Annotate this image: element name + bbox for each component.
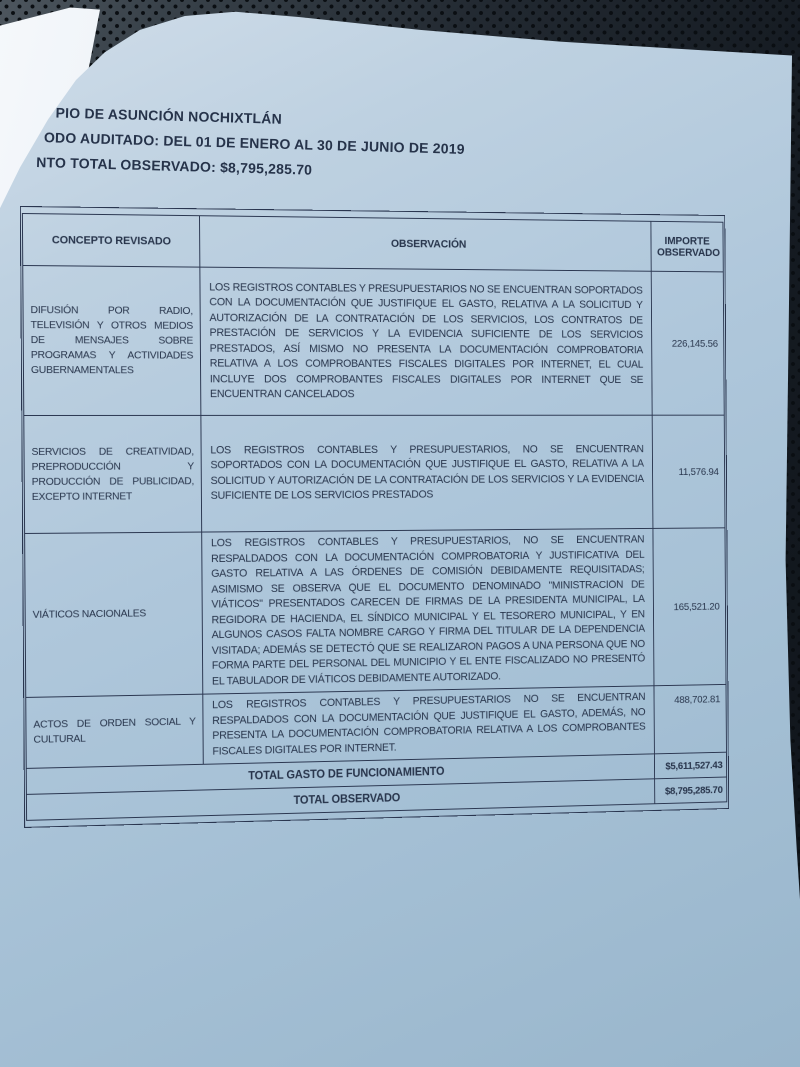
cell-concepto-viaticos: VIÁTICOS NACIONALES — [25, 532, 203, 697]
total-observado-label: TOTAL OBSERVADO — [26, 779, 654, 821]
cell-observacion-difusion: LOS REGISTROS CONTABLES Y PRESUPUESTARIOS NO SE ENCUENTRAN SOPORTADOS CON LA DOCUMENTACIÓN QUE JUSTIFIQUE EL GASTO, RELATIVA A LA SOLICITUD Y AUTORIZACIÓN DE LA CONTRATACIÓN DE LOS SERVICIOS, LOS CONTRATOS DE PRESTACIÓN DE SERVICIOS Y LA EVIDENCIA SUFICIENTE DE LOS SERVICIOS PRESTADOS, ASÍ MISMO NO PRESENTA LA DOCUMENTACIÓN COMPROBATORIA RELATIVA A LOS COMPROBANTES FISCALES DIGITALES POR INTERNET, EL CUAL INCLUYE DOS COMPROBANTES FISCALES DIGITALES POR INTERNET QUE SE ENCUENTRAN CANCELADOS — [200, 267, 652, 415]
total-gasto-label: TOTAL GASTO DE FUNCIONAMIENTO — [26, 754, 654, 795]
cell-observacion-servicios: LOS REGISTROS CONTABLES Y PRESUPUESTARIOS, NO SE ENCUENTRAN SOPORTADOS CON LA DOCUMENTACIÓN QUE JUSTIFIQUE EL GASTO, RELATIVA A LA SOLICITUD Y AUTORIZACIÓN DE LA CONTRATACIÓN DE LOS SERVICIOS Y LA EVIDENCIA SUFICIENTE DE LOS SERVICIOS PRESTADOS — [201, 415, 653, 532]
cell-concepto-difusion: DIFUSIÓN POR RADIO, TELEVISIÓN Y OTROS MEDIOS DE MENSAJES SOBRE PROGRAMAS Y ACTIVIDADES GUBERNAMENTALES — [23, 266, 201, 416]
column-header-observacion: OBSERVACIÓN — [200, 216, 652, 272]
table-outer-frame — [20, 206, 729, 828]
cell-importe-actos: 488,702.81 — [654, 684, 726, 753]
cell-concepto-actos: ACTOS DE ORDEN SOCIAL Y CULTURAL — [26, 694, 204, 768]
total-gasto-amount: $5,611,527.43 — [654, 752, 726, 779]
cell-observacion-viaticos: LOS REGISTROS CONTABLES Y PRESUPUESTARIOS, NO SE ENCUENTRAN RESPALDADOS CON LA DOCUMENTACIÓN COMPROBATORIA Y JUSTIFICATIVA DEL GASTO RELATIVA A LAS ÓRDENES DE COMISIÓN DEBIDAMENTE REQUISITADAS; ASIMISMO SE OBSERVA QUE EL DOCUMENTO DENOMINADO "MINISTRACION DE VIÁTICOS" PRESENTADOS CARECEN DE FIRMAS DE LA PRESIDENTA MUNICIPAL, LA REGIDORA DE HACIENDA, EL SÍNDICO MUNICIPAL Y EL TESORERO MUNICIPAL, Y EN ALGUNOS CASOS FALTA NOMBRE CARGO Y FIRMA DEL TITULAR DE LA DEPENDENCIA VISITADA; ADEMÁS SE DETECTÓ QUE SE REALIZARON PAGOS A UNA PERSONA QUE NO FORMA PARTE DEL PERSONAL DEL MUNICIPIO Y EL ENTE FISCALIZADO NO PRESENTÓ EL TABULADOR DE VIÁTICOS DEBIDAMENTE AUTORIZADO. — [202, 528, 654, 694]
table-row — [25, 528, 726, 698]
header-total-observed-line: NTO TOTAL OBSERVADO: $8,795,285.70 — [36, 153, 313, 178]
audit-observations-table — [22, 213, 727, 821]
total-observado-amount: $8,795,285.70 — [655, 777, 727, 804]
audit-table-container — [20, 206, 729, 828]
cell-importe-difusion: 226,145.56 — [651, 271, 724, 415]
table-row — [23, 266, 724, 416]
cell-observacion-actos: LOS REGISTROS CONTABLES Y PRESUPUESTARIOS NO SE ENCUENTRAN RESPALDADOS CON LA DOCUMENTACIÓN QUE JUSTIFIQUE EL GASTO, ADEMÁS, NO PRESENTA LA DOCUMENTACIÓN COMPROBATORIA RELATIVA A LOS COMPROBANTES FISCALES DIGITALES POR INTERNET. — [203, 686, 655, 765]
cell-importe-servicios: 11,576.94 — [652, 415, 725, 528]
header-audited-period-line: ODO AUDITADO: DEL 01 DE ENERO AL 30 DE JUNIO DE 2019 — [43, 129, 465, 157]
column-header-concepto: CONCEPTO REVISADO — [22, 213, 199, 267]
cell-importe-viaticos: 165,521.20 — [653, 528, 726, 686]
cell-concepto-servicios: SERVICIOS DE CREATIVIDAD, PREPRODUCCIÓN Y PRODUCCIÓN DE PUBLICIDAD, EXCEPTO INTERNET — [24, 415, 202, 533]
table-header-row — [22, 213, 723, 271]
table-row — [24, 415, 725, 533]
column-header-importe: IMPORTE OBSERVADO — [651, 221, 723, 272]
header-municipality-line: PIO DE ASUNCIÓN NOCHIXTLÁN — [55, 104, 283, 127]
